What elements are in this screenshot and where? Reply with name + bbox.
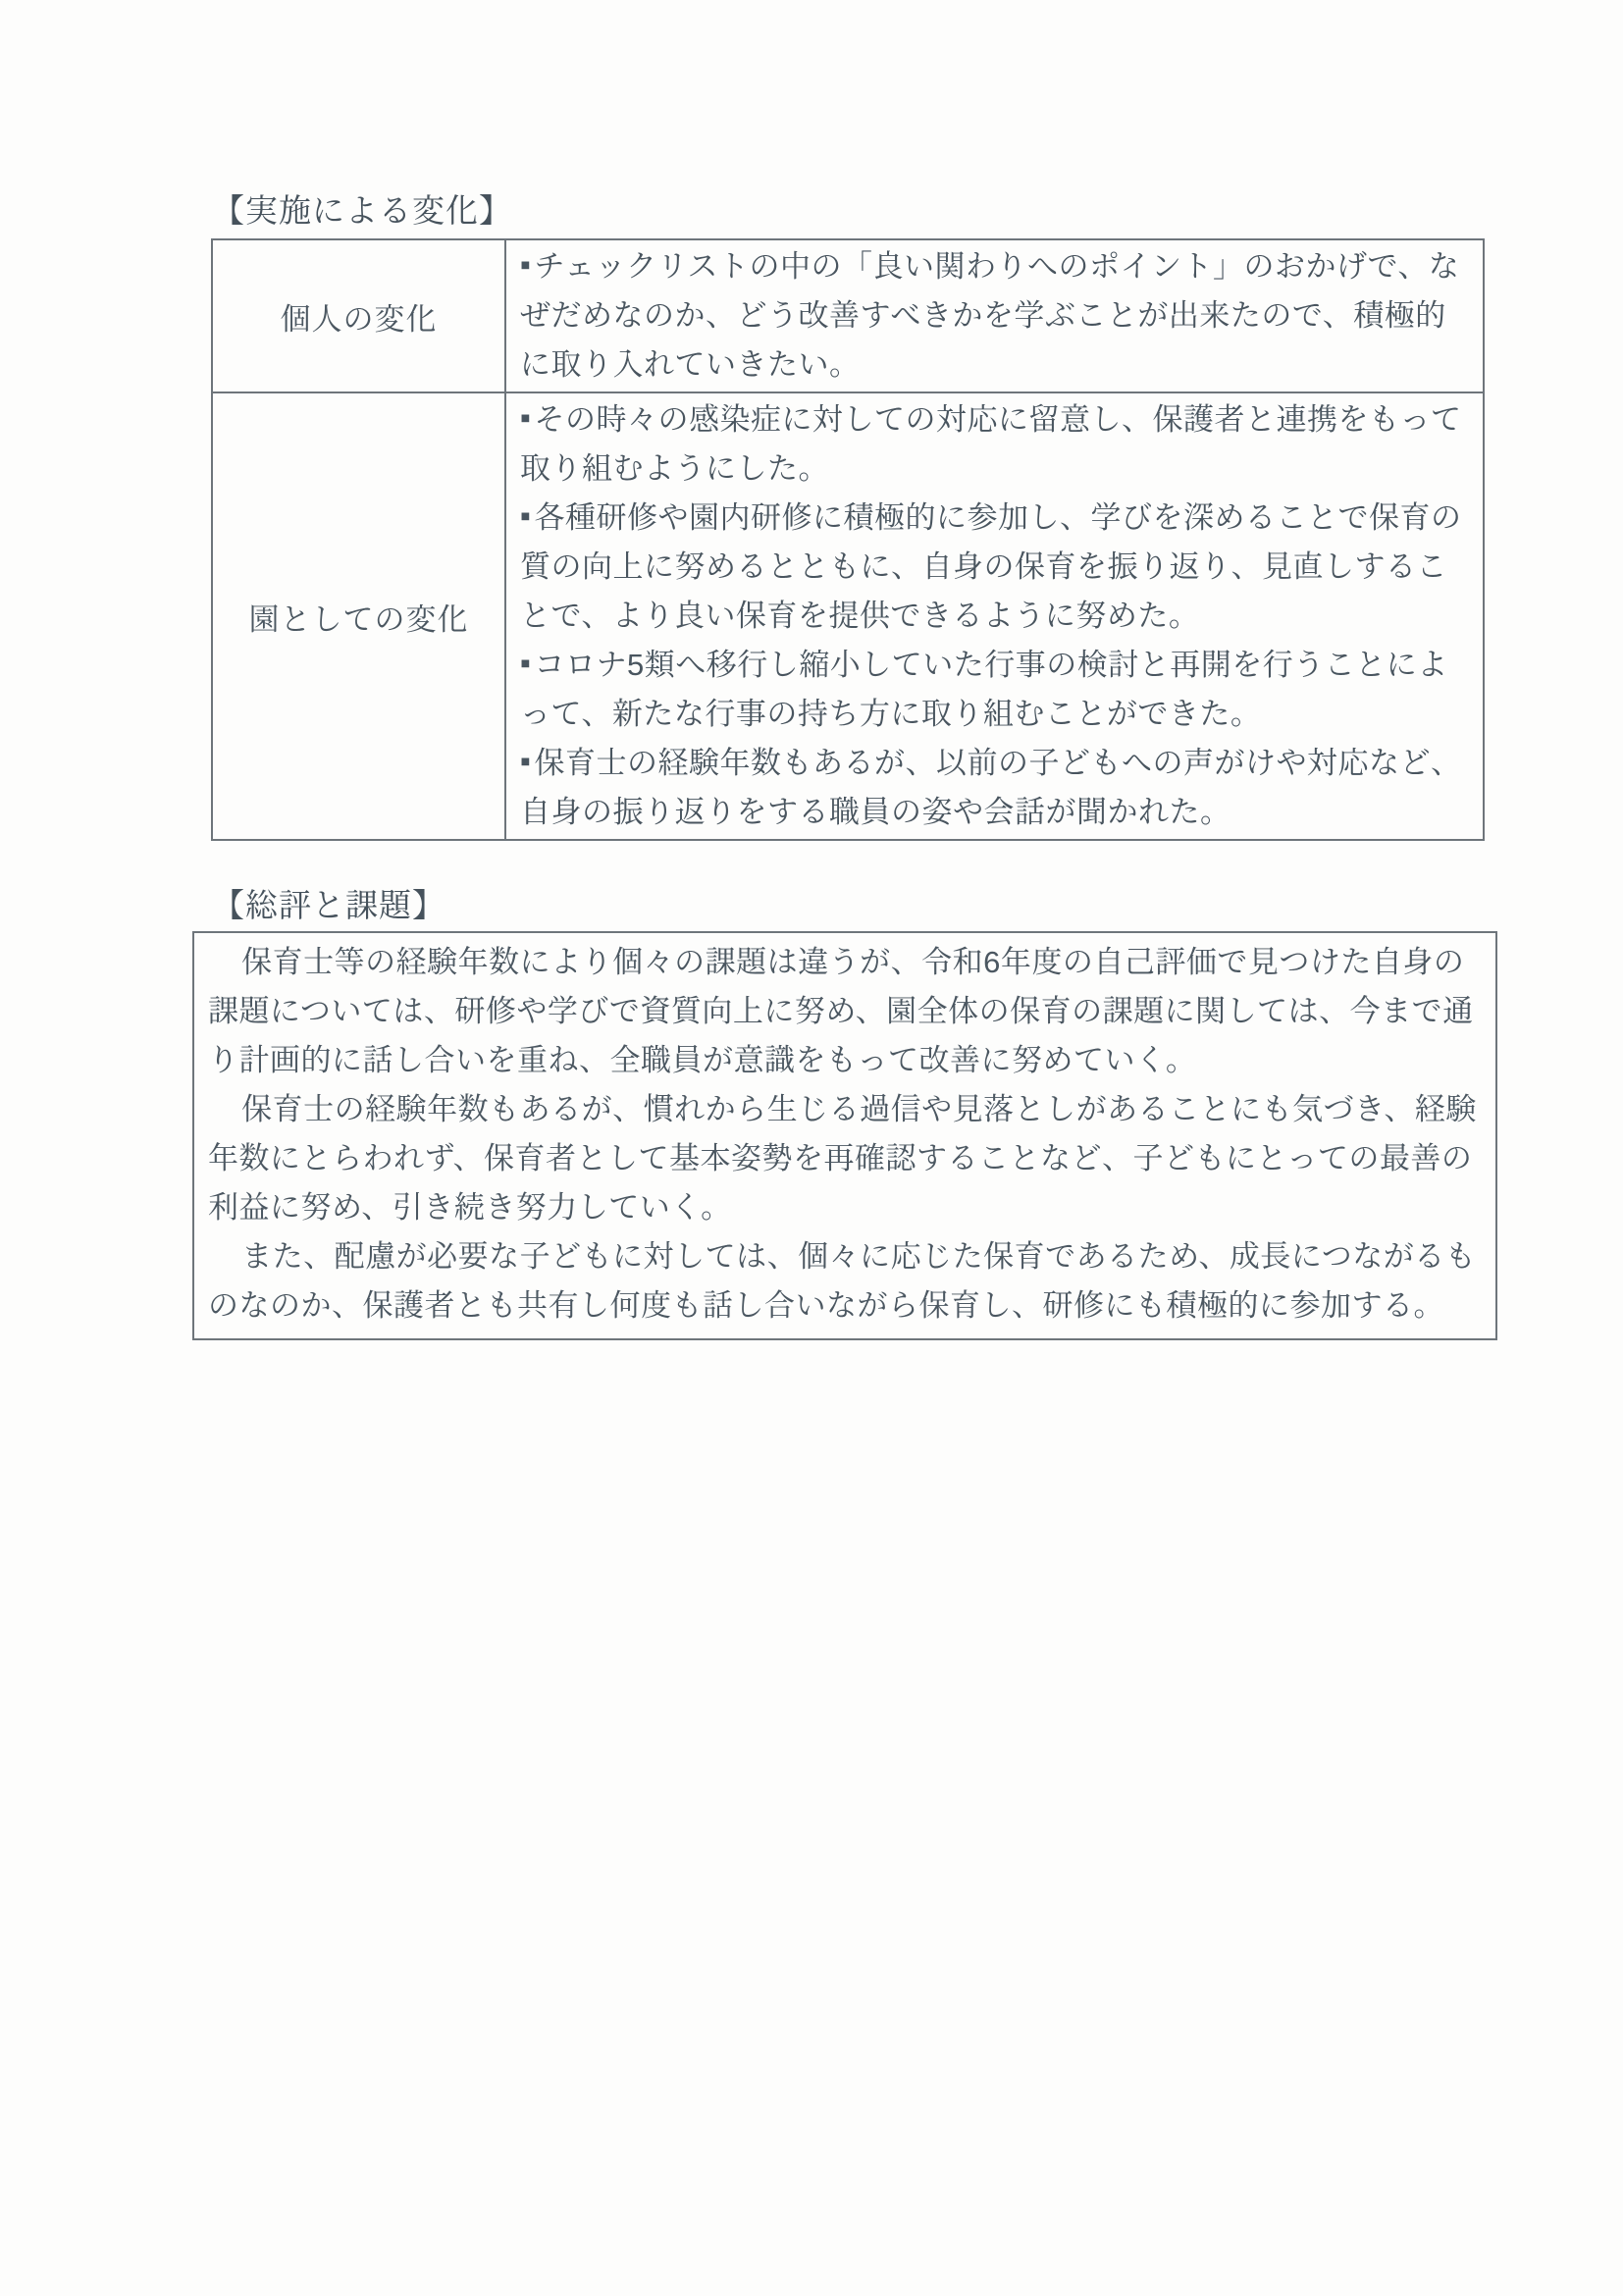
summary-paragraph: 保育士等の経験年数により個々の課題は違うが、令和6年度の自己評価で見つけた自身の課題については、研修や学びで資質向上に努め、園全体の保育の課題に関しては、今まで通り計画的に話し合いを重ね、全職員が意識をもって改善に努めていく。	[208, 945, 1474, 1077]
square-bullet-icon: ▪	[520, 247, 532, 282]
summary-paragraph: また、配慮が必要な子どもに対しては、個々に応じた保育であるため、成長につながるものなのか、保護者とも共有し何度も話し合いながら保育し、研修にも積極的に参加する。	[208, 1239, 1477, 1323]
square-bullet-icon: ▪	[520, 744, 532, 778]
implementation-changes-table	[211, 238, 1485, 841]
summary-and-issues-box	[192, 931, 1497, 1340]
table-row-garden-change	[212, 392, 1484, 840]
square-bullet-icon: ▪	[520, 498, 532, 533]
table-row-personal-change	[212, 239, 1484, 392]
bullet-item-text: 各種研修や園内研修に積極的に参加し、学びを深めることで保育の質の向上に努めるとともに、自身の保育を振り返り、見直しすることで、より良い保育を提供できるように努めた。	[520, 500, 1462, 633]
section-heading-implementation-changes: 【実施による変化】	[212, 192, 512, 229]
bullet-item	[520, 395, 1471, 494]
square-bullet-icon: ▪	[520, 646, 532, 680]
summary-paragraph: 保育士の経験年数もあるが、慣れから生じる過信や見落としがあることにも気づき、経験年数にとらわれず、保育者として基本姿勢を再確認することなど、子どもにとっての最善の利益に努め、引き続き努力していく。	[208, 1092, 1477, 1225]
bullet-item-text: チェックリストの中の「良い関わりへのポイント」のおかげで、なぜだめなのか、どう改善すべきかを学ぶことが出来たので、積極的に取り入れていきたい。	[520, 249, 1460, 382]
bullet-item-text: コロナ5類へ移行し縮小していた行事の検討と再開を行うことによって、新たな行事の持ち方に取り組むことができた。	[520, 648, 1448, 731]
bullet-item-text: その時々の感染症に対しての対応に留意し、保護者と連携をもって取り組むようにした。	[520, 402, 1462, 486]
row-content-personal-change	[505, 239, 1484, 392]
square-bullet-icon: ▪	[520, 400, 532, 435]
bullet-item	[520, 739, 1471, 837]
bullet-item	[520, 494, 1471, 641]
bullet-item-text: 保育士の経験年数もあるが、以前の子どもへの声がけや対応など、自身の振り返りをする職員の姿や会話が聞かれた。	[520, 746, 1462, 829]
row-label-garden-change: 園としての変化	[212, 392, 505, 840]
section-heading-summary-and-issues: 【総評と課題】	[212, 887, 445, 923]
bullet-item	[520, 242, 1471, 390]
bullet-item	[520, 641, 1471, 739]
row-label-personal-change: 個人の変化	[212, 239, 505, 392]
row-content-garden-change	[505, 392, 1484, 840]
